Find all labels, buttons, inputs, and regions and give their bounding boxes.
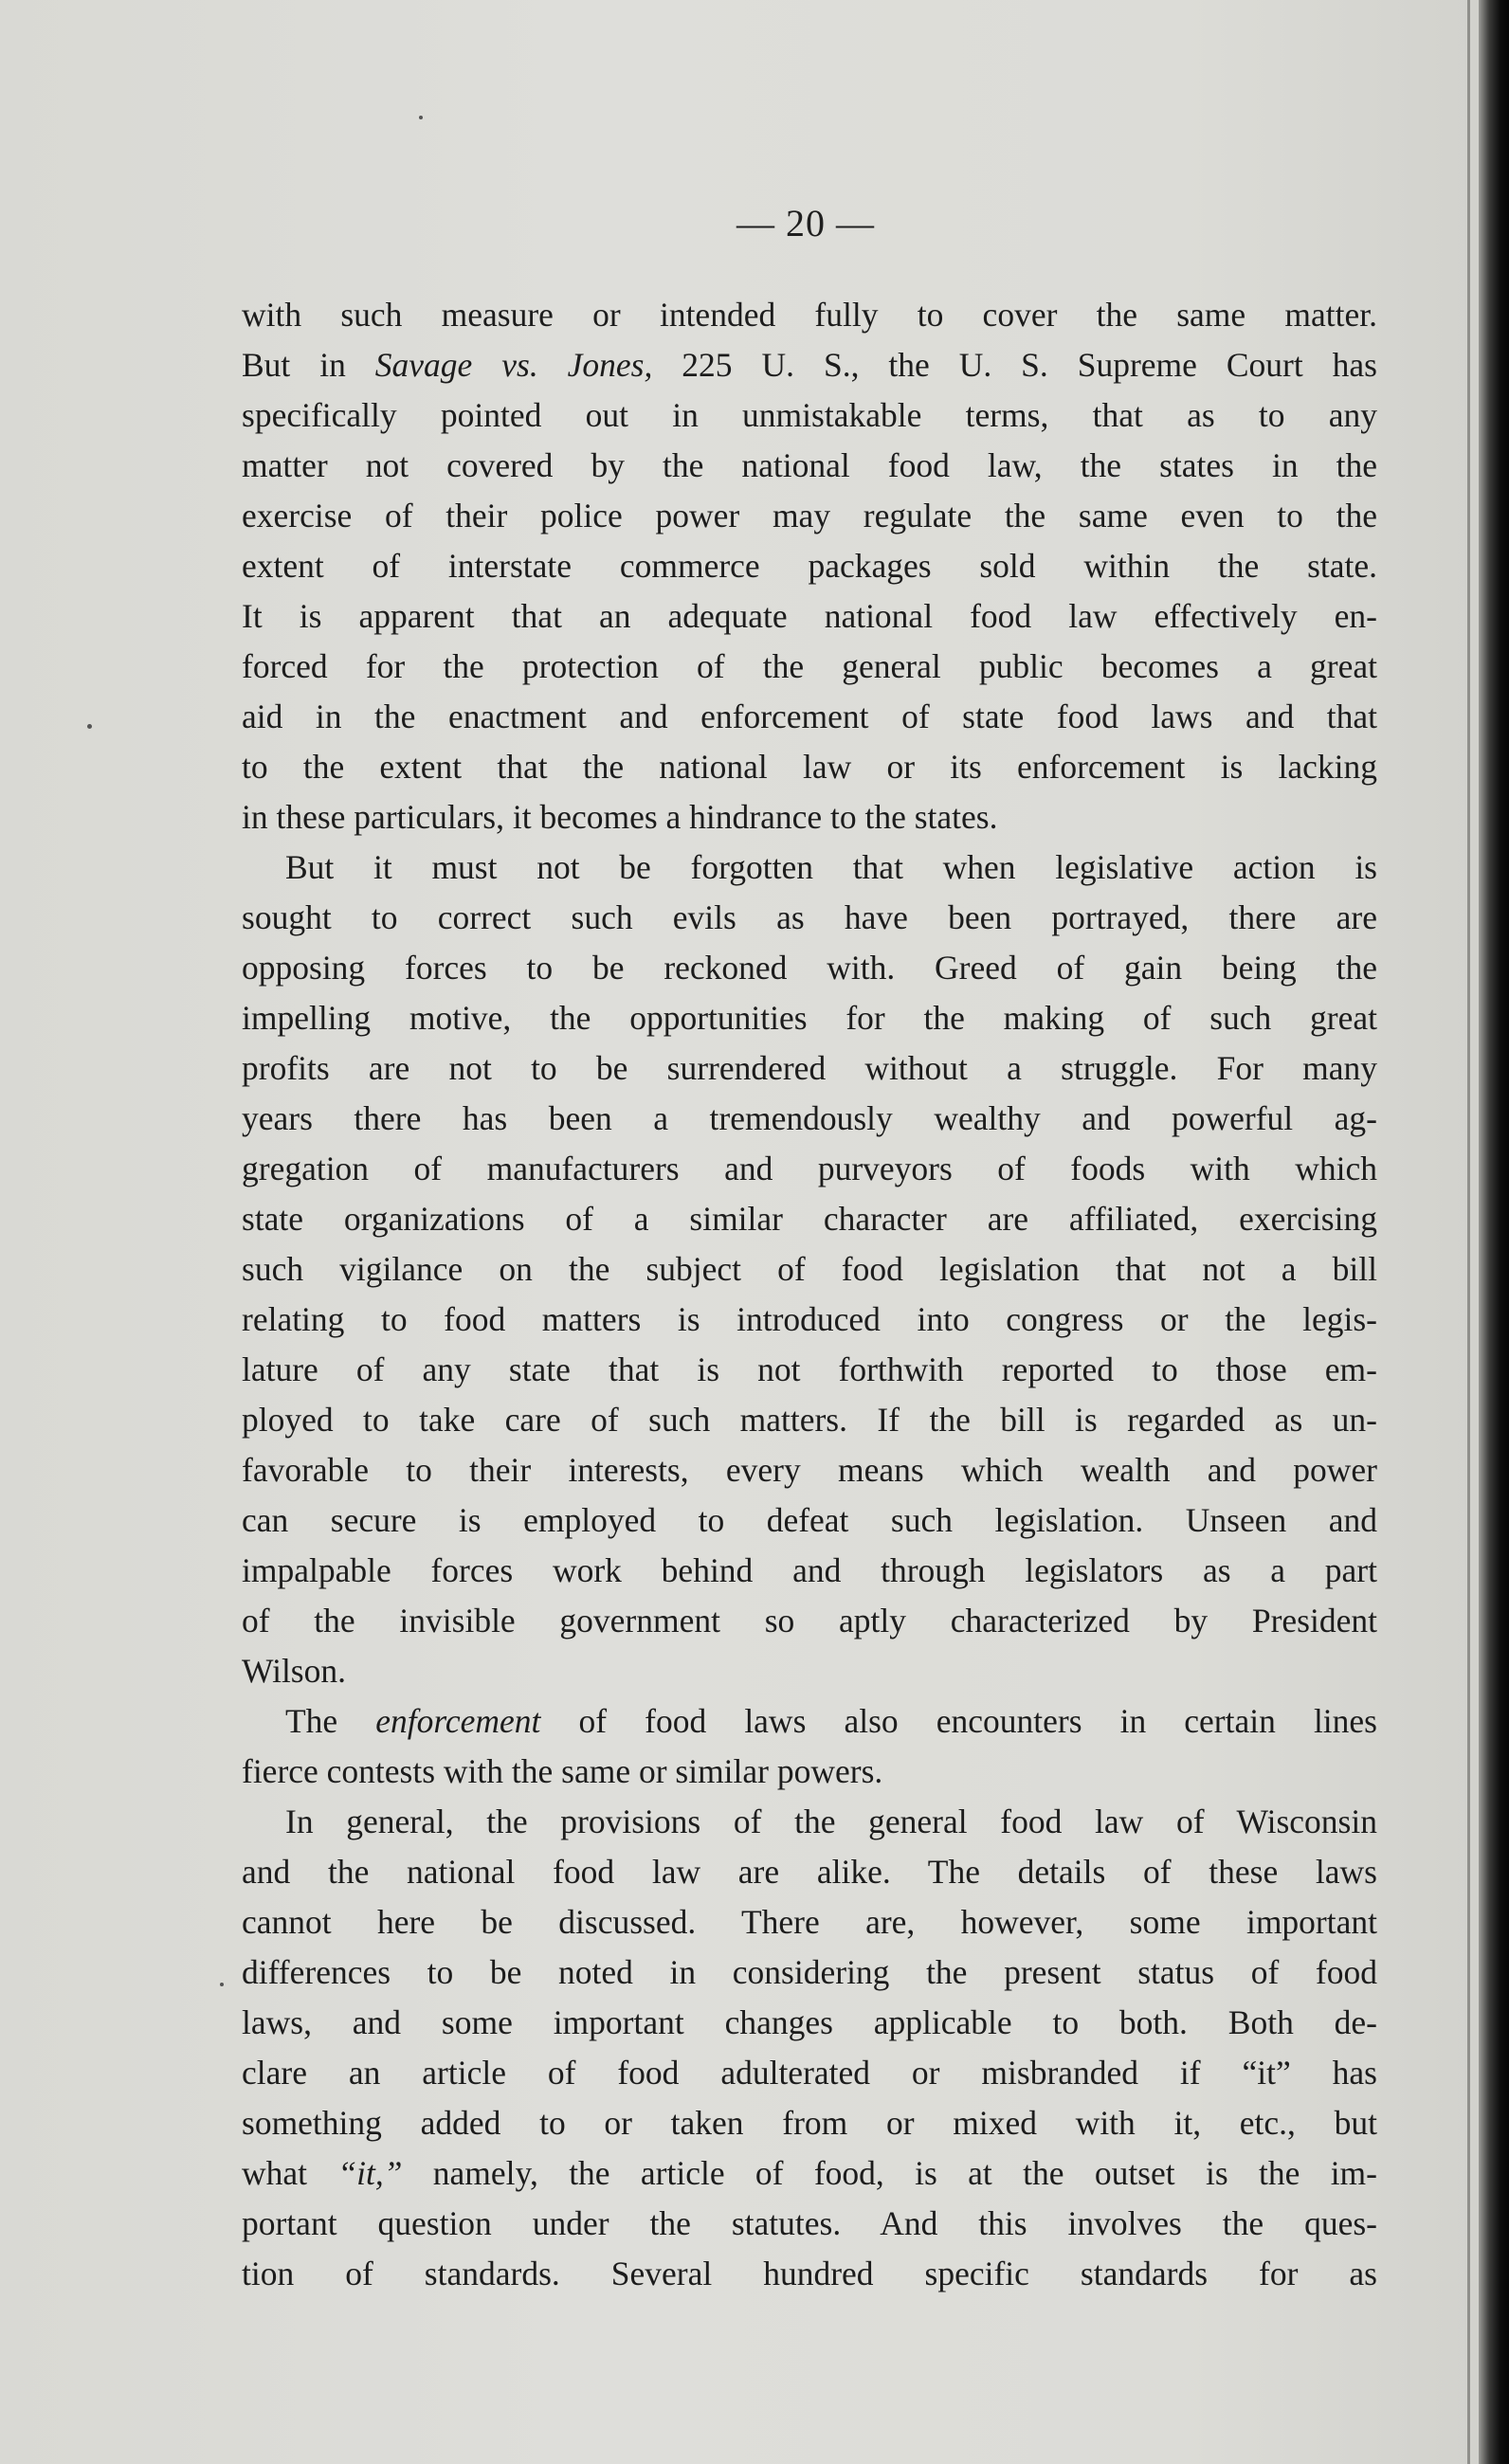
text-segment: years there has been a tremendously wealthy and powerful ag- [242, 1099, 1377, 1137]
text-line [242, 792, 1377, 842]
text-line [242, 591, 1377, 642]
text-segment: impalpable forces work behind and through legislators as a part [242, 1551, 1377, 1589]
text-segment: fierce contests with the same or similar powers. [242, 1752, 883, 1790]
text-segment: 225 U. S., the U. S. Supreme Court has [652, 346, 1377, 384]
text-line [242, 1847, 1377, 1897]
text-segment: impelling motive, the opportunities for the making of such great [242, 999, 1377, 1037]
text-segment: opposing forces to be reckoned with. Greed of gain being the [242, 949, 1377, 987]
text-line [242, 943, 1377, 993]
text-line [242, 290, 1377, 340]
text-line [242, 1345, 1377, 1395]
text-line [242, 1144, 1377, 1194]
text-line [242, 491, 1377, 541]
text-segment: such vigilance on the subject of food legislation that not a bill [242, 1250, 1377, 1288]
text-segment: portant question under the statutes. And this involves the ques- [242, 2204, 1377, 2242]
text-line [242, 642, 1377, 692]
text-segment: relating to food matters is introduced into congress or the legis- [242, 1300, 1377, 1338]
page-edge-shadow [1479, 0, 1509, 2464]
text-segment: aid in the enactment and enforcement of state food laws and that [242, 698, 1377, 735]
text-line [242, 842, 1377, 893]
italic-text: enforcement [375, 1702, 541, 1740]
text-line [242, 2148, 1377, 2199]
text-segment: of the invisible government so aptly characterized by President [242, 1602, 1377, 1640]
text-segment: matter not covered by the national food law, the states in the [242, 446, 1377, 484]
text-line [242, 340, 1377, 390]
text-line [242, 1797, 1377, 1847]
text-line [242, 1596, 1377, 1646]
text-line [242, 2048, 1377, 2098]
text-line [242, 993, 1377, 1043]
text-line [242, 1244, 1377, 1295]
text-line [242, 1696, 1377, 1747]
text-line [242, 1194, 1377, 1244]
text-line [242, 441, 1377, 491]
text-segment: ployed to take care of such matters. If the bill is regarded as un- [242, 1401, 1377, 1439]
text-line [242, 1395, 1377, 1445]
text-line [242, 893, 1377, 943]
text-segment: state organizations of a similar character are affiliated, exercising [242, 1200, 1377, 1238]
text-line [242, 1747, 1377, 1797]
text-segment: In general, the provisions of the general food law of Wisconsin [285, 1803, 1377, 1840]
text-segment: But it must not be forgotten that when legislative action is [285, 848, 1377, 886]
text-segment: clare an article of food adulterated or misbranded if “it” has [242, 2054, 1377, 2092]
text-line [242, 1295, 1377, 1345]
text-line [242, 742, 1377, 792]
text-line [242, 1495, 1377, 1546]
text-segment: what [242, 2154, 338, 2192]
italic-text: Savage vs. Jones, [374, 346, 653, 384]
text-line [242, 1998, 1377, 2048]
text-segment: sought to correct such evils as have been portrayed, there are [242, 898, 1377, 936]
text-line [242, 2249, 1377, 2299]
text-segment: differences to be noted in considering the present status of food [242, 1953, 1377, 1991]
text-segment: with such measure or intended fully to cover the same matter. [242, 296, 1377, 334]
text-line [242, 692, 1377, 742]
text-segment: profits are not to be surrendered without a struggle. For many [242, 1049, 1377, 1087]
text-line [242, 1445, 1377, 1495]
text-line [242, 1043, 1377, 1094]
text-segment: tion of standards. Several hundred specific standards for as [242, 2255, 1377, 2292]
text-segment: exercise of their police power may regulate the same even to the [242, 497, 1377, 534]
text-segment: The [285, 1702, 376, 1740]
text-segment: in these particulars, it becomes a hindrance to the states. [242, 798, 998, 836]
text-segment: favorable to their interests, every means which wealth and power [242, 1451, 1377, 1489]
page-number: — 20 — [736, 202, 875, 245]
text-line [242, 390, 1377, 441]
text-segment: to the extent that the national law or its enforcement is lacking [242, 748, 1377, 786]
scan-speck [87, 724, 92, 729]
text-segment: specifically pointed out in unmistakable terms, that as to any [242, 396, 1377, 434]
text-line [242, 541, 1377, 591]
text-line [242, 1948, 1377, 1998]
text-segment: Wilson. [242, 1652, 347, 1690]
scan-speck [220, 1983, 224, 1986]
text-segment: It is apparent that an adequate national food law effectively en- [242, 597, 1377, 635]
text-segment: But in [242, 346, 375, 384]
text-line [242, 1546, 1377, 1596]
text-segment: laws, and some important changes applicable to both. Both de- [242, 2003, 1377, 2041]
text-segment: lature of any state that is not forthwith reported to those em- [242, 1350, 1377, 1388]
scan-speck [419, 116, 423, 119]
text-segment: can secure is employed to defeat such legislation. Unseen and [242, 1501, 1377, 1539]
page-edge-line [1467, 0, 1470, 2464]
text-segment: of food laws also encounters in certain lines [540, 1702, 1377, 1740]
text-segment: cannot here be discussed. There are, however, some important [242, 1903, 1377, 1941]
text-line [242, 2098, 1377, 2148]
text-segment: extent of interstate commerce packages sold within the state. [242, 547, 1377, 585]
text-line [242, 1897, 1377, 1948]
text-segment: something added to or taken from or mixed with it, etc., but [242, 2104, 1377, 2142]
text-segment: gregation of manufacturers and purveyors of foods with which [242, 1150, 1377, 1187]
text-line [242, 2199, 1377, 2249]
text-segment: namely, the article of food, is at the outset is the im- [402, 2154, 1377, 2192]
text-segment: and the national food law are alike. The details of these laws [242, 1853, 1377, 1891]
text-line [242, 1646, 1377, 1696]
text-segment: forced for the protection of the general public becomes a great [242, 647, 1377, 685]
italic-text: “it,” [337, 2154, 403, 2192]
text-line [242, 1094, 1377, 1144]
body-text [242, 290, 1377, 2299]
